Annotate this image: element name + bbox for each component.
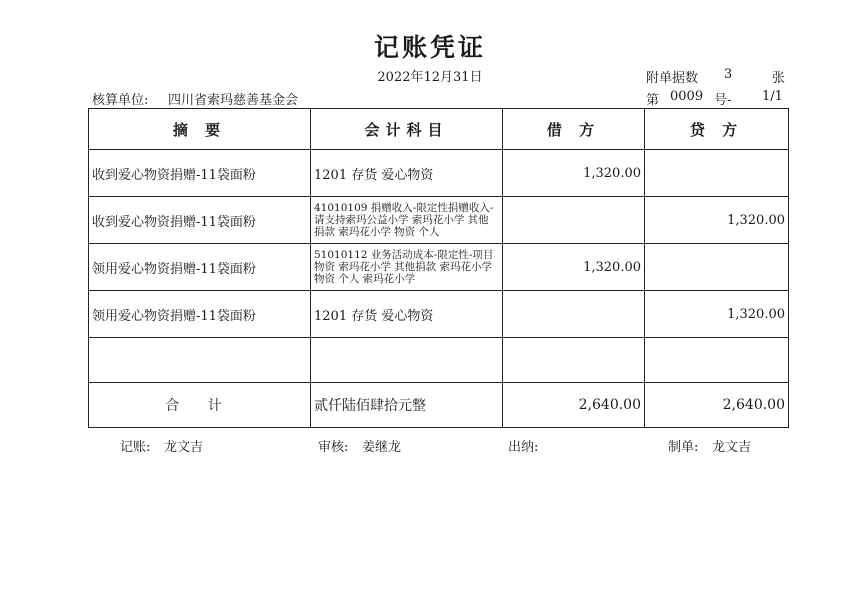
reviewer-label: 审核:: [318, 440, 349, 455]
voucher-title: 记账凭证: [373, 33, 486, 62]
row-subject: 41010109 捐赠收入-限定性捐赠收入-请支持索玛公益小学 索玛花小学 其他捐款 索玛花小学 物资 个人: [311, 197, 503, 244]
accounting-unit-name: 四川省索玛慈善基金会: [168, 93, 299, 108]
row-subject: 51010112 业务活动成本-限定性-项目物资 索玛花小学 其他捐款 索玛花小学 物资 个人 索玛花小学: [311, 244, 503, 291]
voucher-number: 0009: [670, 89, 704, 104]
voucher-page: 1/1: [762, 89, 783, 104]
total-row: [89, 383, 789, 428]
row-debit: [503, 197, 645, 244]
row-summary: [89, 338, 311, 383]
row-debit: [503, 338, 645, 383]
row-credit: [645, 150, 789, 197]
voucher-date: 2022年12月31日: [377, 70, 483, 85]
total-amount-in-words: 贰仟陆佰肆拾元整: [311, 383, 503, 428]
table-row: [89, 291, 789, 338]
row-debit: 1,320.00: [503, 150, 645, 197]
row-summary: 领用爱心物资捐赠-11袋面粉: [89, 291, 311, 338]
attachments-label: 附单据数: [646, 71, 699, 86]
total-credit: 2,640.00: [645, 383, 789, 428]
attachments-count: 3: [724, 67, 733, 82]
row-debit: 1,320.00: [503, 244, 645, 291]
cashier-label: 出纳:: [508, 440, 539, 455]
row-summary: 收到爱心物资捐赠-11袋面粉: [89, 197, 311, 244]
preparer-name: 龙文吉: [712, 440, 752, 455]
table-row: [89, 150, 789, 197]
row-summary: 领用爱心物资捐赠-11袋面粉: [89, 244, 311, 291]
preparer-label: 制单:: [668, 440, 699, 455]
table-row: [89, 197, 789, 244]
table-row: [89, 244, 789, 291]
voucher-table: [88, 108, 789, 428]
row-credit: 1,320.00: [645, 197, 789, 244]
row-summary: 收到爱心物资捐赠-11袋面粉: [89, 150, 311, 197]
voucher-number-suffix: 号-: [714, 93, 732, 108]
total-label: 合 计: [89, 383, 311, 428]
row-subject: 1201 存货 爱心物资: [311, 150, 503, 197]
accounting-unit-label: 核算单位:: [92, 93, 149, 108]
attachments-unit: 张: [772, 71, 786, 86]
row-credit: 1,320.00: [645, 291, 789, 338]
row-credit: [645, 338, 789, 383]
column-header-credit: 贷 方: [645, 109, 789, 150]
column-header-debit: 借 方: [503, 109, 645, 150]
bookkeeper-label: 记账:: [120, 440, 151, 455]
table-row-empty: [89, 338, 789, 383]
table-header-row: [89, 109, 789, 150]
row-subject: 1201 存货 爱心物资: [311, 291, 503, 338]
row-credit: [645, 244, 789, 291]
total-debit: 2,640.00: [503, 383, 645, 428]
column-header-summary: 摘 要: [89, 109, 311, 150]
row-subject: [311, 338, 503, 383]
reviewer-name: 姜继龙: [362, 440, 402, 455]
bookkeeper-name: 龙文吉: [164, 440, 204, 455]
voucher-number-prefix: 第: [646, 93, 660, 108]
column-header-subject: 会计科目: [311, 109, 503, 150]
row-debit: [503, 291, 645, 338]
